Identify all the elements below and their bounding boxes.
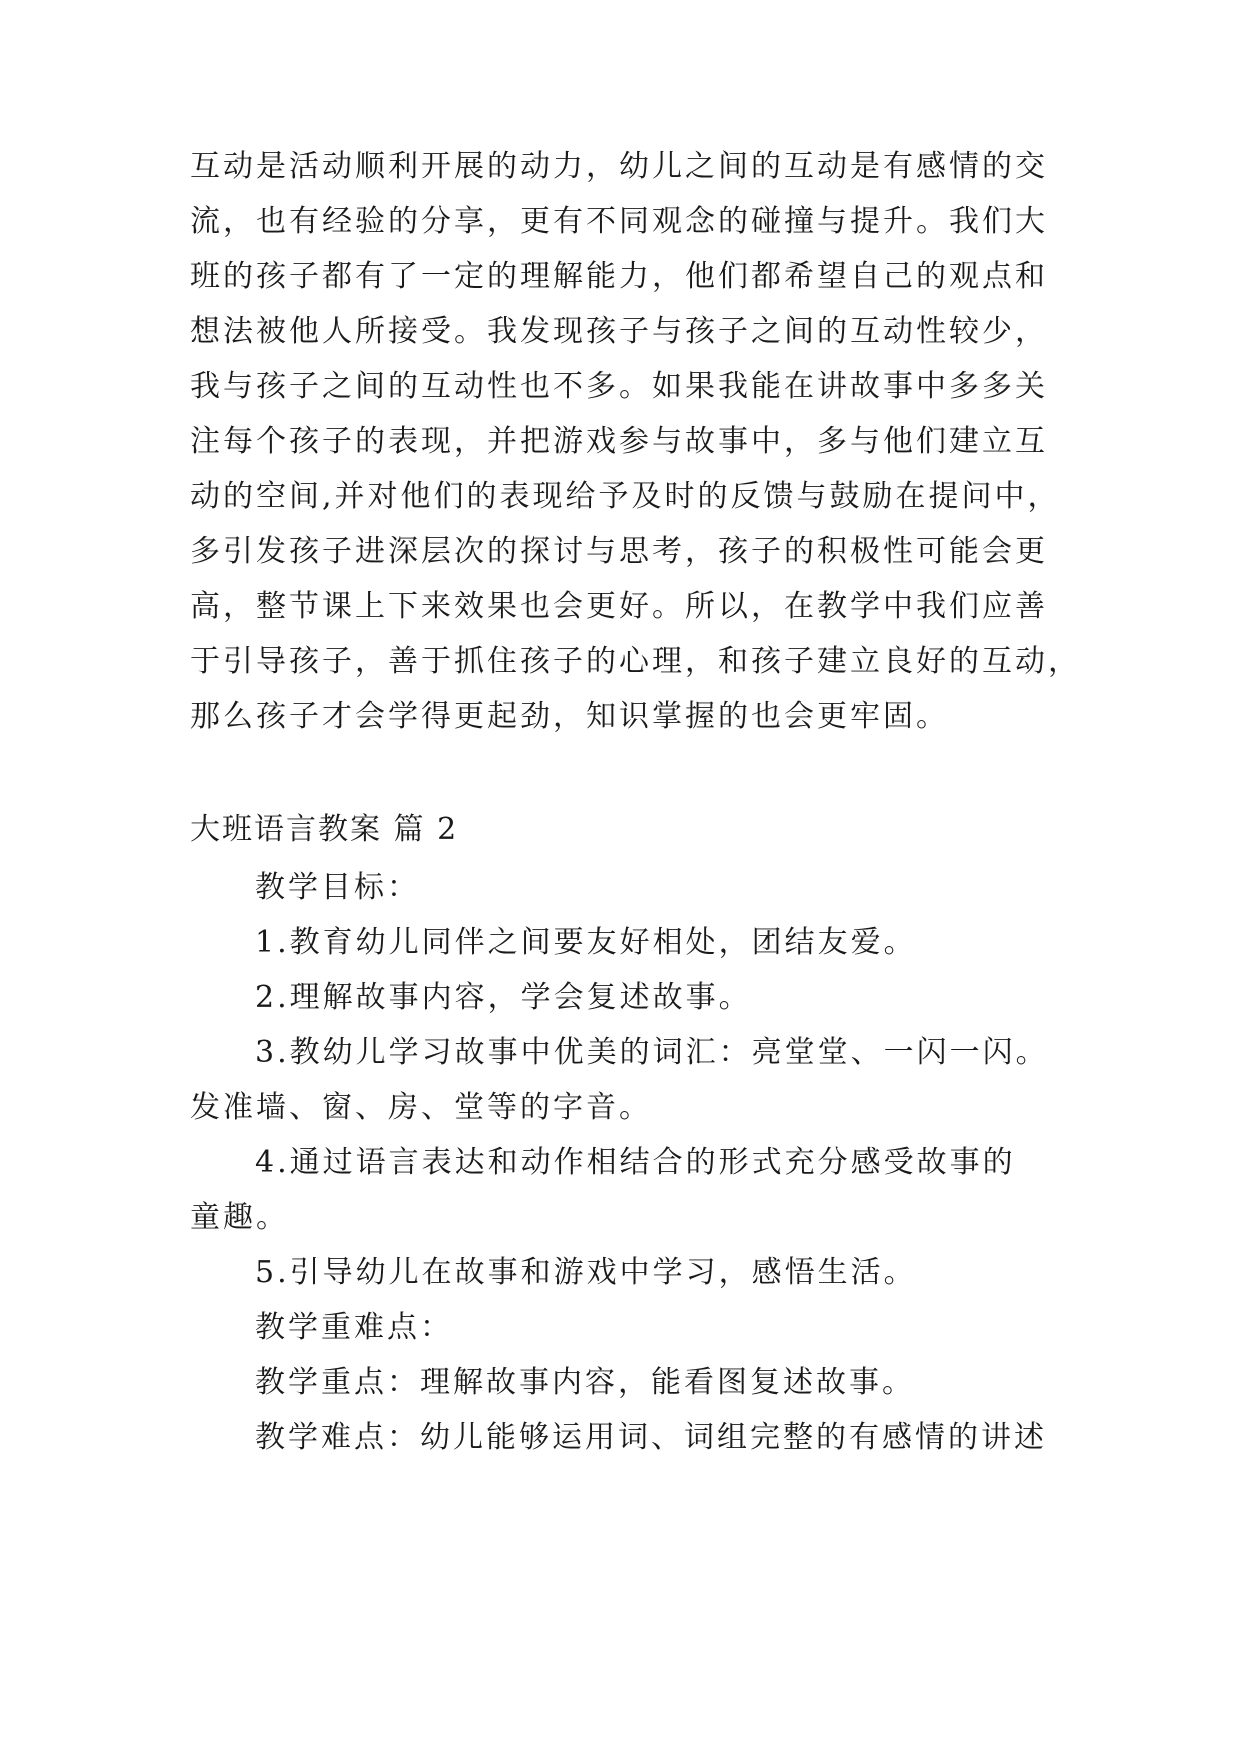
- paragraph-line: 流，也有经验的分享，更有不同观念的碰撞与提升。我们大: [190, 204, 1048, 239]
- paragraph-line: 于引导孩子，善于抓住孩子的心理，和孩子建立良好的互动，: [190, 644, 1081, 679]
- paragraph-line: 我与孩子之间的互动性也不多。如果我能在讲故事中多多关: [190, 369, 1048, 404]
- goal-item-3: 3.教幼儿学习故事中优美的词汇：亮堂堂、一闪一闪。: [255, 1035, 1049, 1070]
- goal-item-4: 4.通过语言表达和动作相结合的形式充分感受故事的: [255, 1145, 1016, 1180]
- difficult-point: 教学难点：幼儿能够运用词、词组完整的有感情的讲述: [255, 1420, 1047, 1455]
- difficulty-heading: 教学重难点：: [255, 1310, 453, 1345]
- paragraph-line: 那么孩子才会学得更起劲，知识掌握的也会更牢固。: [190, 699, 949, 734]
- paragraph-line: 注每个孩子的表现，并把游戏参与故事中，多与他们建立互: [190, 424, 1048, 459]
- goal-item-5: 5.引导幼儿在故事和游戏中学习，感悟生活。: [255, 1255, 917, 1290]
- goal-item-3-continued: 发准墙、窗、房、堂等的字音。: [190, 1090, 652, 1125]
- goal-item-1: 1.教育幼儿同伴之间要友好相处，团结友爱。: [255, 925, 917, 960]
- paragraph-line: 高，整节课上下来效果也会更好。所以，在教学中我们应善: [190, 589, 1048, 624]
- paragraph-line: 多引发孩子进深层次的探讨与思考，孩子的积极性可能会更: [190, 534, 1048, 569]
- paragraph-line: 动的空间,并对他们的表现给予及时的反馈与鼓励在提问中，: [190, 479, 1061, 514]
- paragraph-line: 想法被他人所接受。我发现孩子与孩子之间的互动性较少，: [190, 314, 1048, 349]
- section-title: 大班语言教案 篇 2: [190, 812, 459, 847]
- paragraph-line: 互动是活动顺利开展的动力，幼儿之间的互动是有感情的交: [190, 149, 1048, 184]
- paragraph-line: 班的孩子都有了一定的理解能力，他们都希望自己的观点和: [190, 259, 1048, 294]
- key-point: 教学重点：理解故事内容，能看图复述故事。: [255, 1365, 915, 1400]
- goal-item-4-continued: 童趣。: [190, 1200, 289, 1235]
- goals-heading: 教学目标：: [255, 870, 420, 905]
- goal-item-2: 2.理解故事内容，学会复述故事。: [255, 980, 752, 1015]
